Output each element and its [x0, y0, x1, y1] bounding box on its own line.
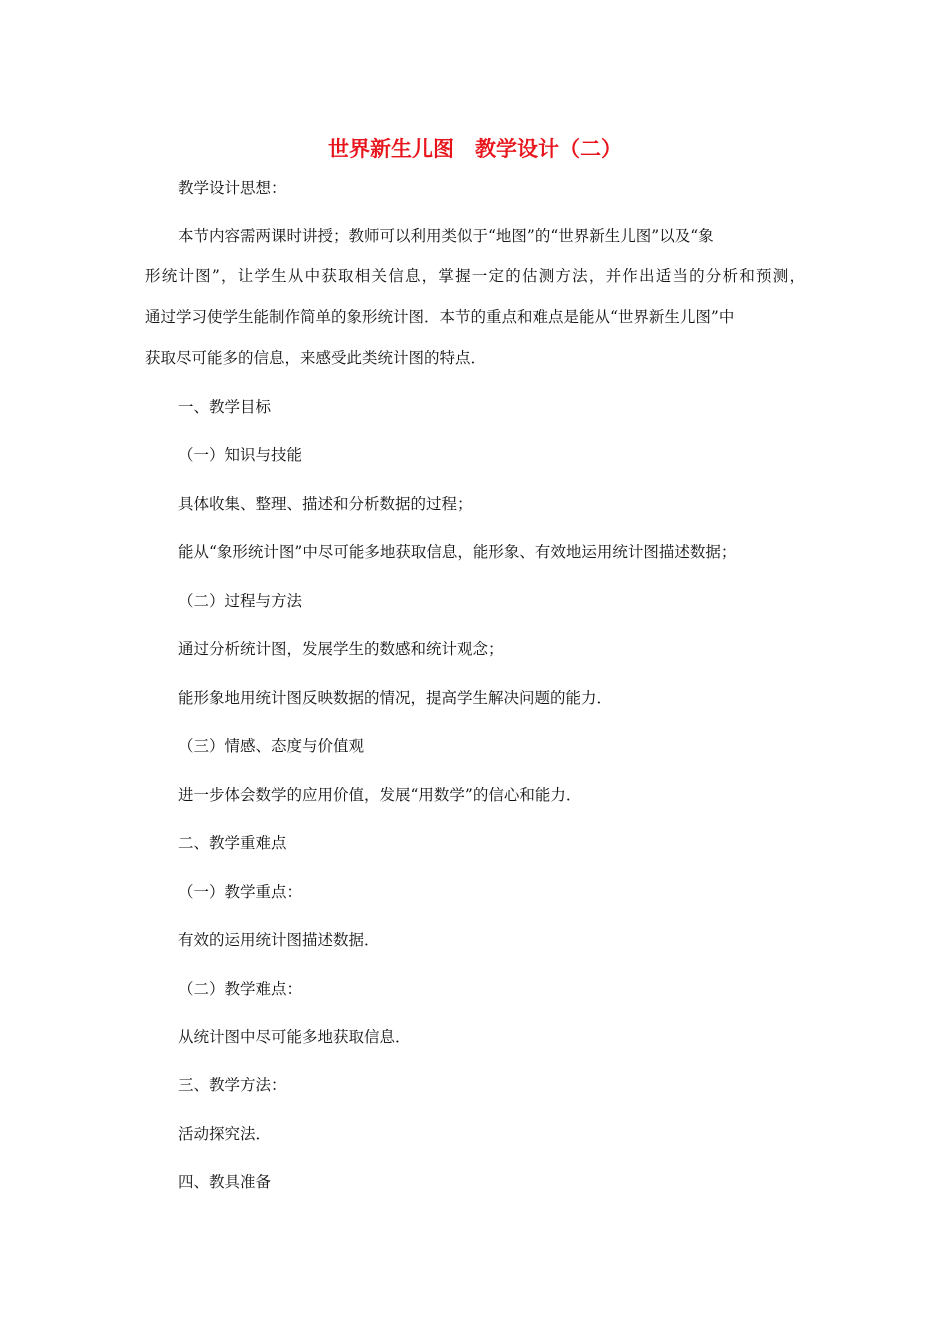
section-heading-key-points: 二、教学重难点 — [178, 834, 287, 852]
section-heading-objectives: 一、教学目标 — [178, 398, 272, 416]
paragraph-line: 进一步体会数学的应用价值，发展“用数学”的信心和能力． — [178, 786, 582, 804]
intro-line-2: 形统计图”，让学生从中获取相关信息，掌握一定的估测方法，并作出适当的分析和预测， — [145, 267, 805, 285]
paragraph-line: 能从“象形统计图”中尽可能多地获取信息，能形象、有效地运用统计图描述数据； — [178, 543, 737, 561]
subsection-knowledge-skills: （一）知识与技能 — [178, 446, 303, 464]
intro-line-1: 本节内容需两课时讲授；教师可以利用类似于“地图”的“世界新生儿图”以及“象 — [178, 227, 714, 245]
paragraph-line: 从统计图中尽可能多地获取信息． — [178, 1028, 411, 1046]
paragraph-line: 有效的运用统计图描述数据． — [178, 931, 380, 949]
subsection-key-point: （一）教学重点： — [178, 883, 303, 901]
intro-line-3: 通过学习使学生能制作简单的象形统计图．本节的重点和难点是能从“世界新生儿图”中 — [145, 308, 735, 326]
intro-line-4: 获取尽可能多的信息，来感受此类统计图的特点． — [145, 349, 487, 367]
paragraph-line: 能形象地用统计图反映数据的情况，提高学生解决问题的能力． — [178, 689, 613, 707]
paragraph-line: 活动探究法． — [178, 1125, 272, 1143]
subsection-emotion-values: （三）情感、态度与价值观 — [178, 737, 365, 755]
section-heading-teaching-aids: 四、教具准备 — [178, 1173, 272, 1191]
paragraph-line: 通过分析统计图，发展学生的数感和统计观念； — [178, 640, 504, 658]
document-title: 世界新生儿图 教学设计（二） — [328, 136, 622, 161]
subsection-process-method: （二）过程与方法 — [178, 592, 303, 610]
paragraph-line: 具体收集、整理、描述和分析数据的过程； — [178, 495, 473, 513]
intro-heading: 教学设计思想： — [178, 179, 287, 197]
section-heading-method: 三、教学方法： — [178, 1076, 287, 1094]
subsection-difficulty: （二）教学难点： — [178, 980, 303, 998]
